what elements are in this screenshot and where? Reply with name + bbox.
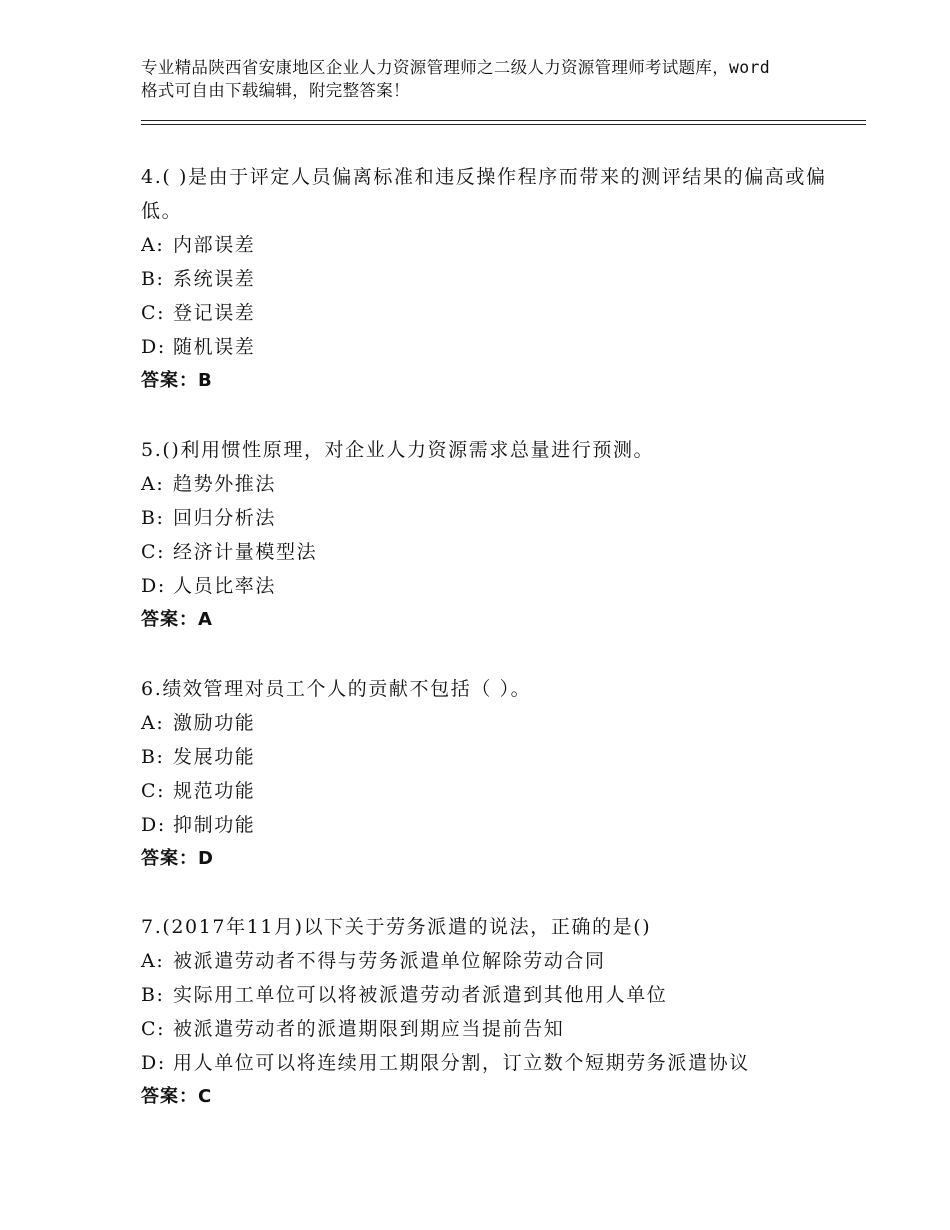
option-letter: D: bbox=[141, 814, 166, 836]
option-b bbox=[141, 978, 841, 1012]
option-text: 登记误差 bbox=[173, 302, 256, 324]
option-letter: A: bbox=[141, 712, 165, 734]
answer-label: 答案：A bbox=[141, 609, 213, 630]
question-4 bbox=[141, 160, 841, 398]
option-letter: D: bbox=[141, 336, 166, 358]
option-text: 发展功能 bbox=[173, 746, 256, 768]
option-letter: C: bbox=[141, 1018, 166, 1040]
option-letter: B: bbox=[141, 746, 165, 768]
option-text: 被派遣劳动者的派遣期限到期应当提前告知 bbox=[173, 1018, 565, 1040]
option-text: 规范功能 bbox=[173, 780, 256, 802]
option-d bbox=[141, 569, 841, 603]
question-6 bbox=[141, 672, 841, 876]
option-letter: D: bbox=[141, 1052, 166, 1074]
option-text: 实际用工单位可以将被派遣劳动者派遣到其他用人单位 bbox=[173, 984, 668, 1006]
option-text: 激励功能 bbox=[173, 712, 256, 734]
option-letter: D: bbox=[141, 575, 166, 597]
option-letter: B: bbox=[141, 984, 165, 1006]
option-text: 内部误差 bbox=[173, 234, 256, 256]
option-d bbox=[141, 808, 841, 842]
option-c bbox=[141, 1012, 841, 1046]
option-a bbox=[141, 706, 841, 740]
header-divider-bottom bbox=[141, 124, 866, 125]
option-text: 系统误差 bbox=[173, 268, 256, 290]
answer-label: 答案：B bbox=[141, 370, 213, 391]
option-text: 被派遣劳动者不得与劳务派遣单位解除劳动合同 bbox=[173, 950, 606, 972]
document-header bbox=[141, 56, 781, 102]
option-letter: B: bbox=[141, 268, 165, 290]
header-title: 专业精品陕西省安康地区企业人力资源管理师之二级人力资源管理师考试题库，word格式可自由下载编辑，附完整答案！ bbox=[141, 58, 770, 100]
option-letter: C: bbox=[141, 541, 166, 563]
option-text: 回归分析法 bbox=[173, 507, 277, 529]
option-letter: A: bbox=[141, 950, 165, 972]
option-b bbox=[141, 501, 841, 535]
option-letter: C: bbox=[141, 302, 166, 324]
option-d bbox=[141, 1046, 841, 1080]
option-a bbox=[141, 944, 841, 978]
option-text: 用人单位可以将连续用工期限分割，订立数个短期劳务派遣协议 bbox=[173, 1052, 750, 1074]
option-a bbox=[141, 228, 841, 262]
header-divider-top bbox=[141, 120, 866, 121]
answer-label: 答案：C bbox=[141, 1086, 213, 1107]
option-letter: A: bbox=[141, 234, 165, 256]
option-b bbox=[141, 262, 841, 296]
option-d bbox=[141, 330, 841, 364]
option-b bbox=[141, 740, 841, 774]
question-7 bbox=[141, 910, 841, 1114]
question-text: 7.(2017年11月)以下关于劳务派遣的说法，正确的是() bbox=[141, 916, 652, 938]
question-text: 6.绩效管理对员工个人的贡献不包括（ ）。 bbox=[141, 678, 532, 700]
option-c bbox=[141, 296, 841, 330]
option-text: 随机误差 bbox=[173, 336, 256, 358]
option-text: 抑制功能 bbox=[173, 814, 256, 836]
option-c bbox=[141, 774, 841, 808]
option-letter: B: bbox=[141, 507, 165, 529]
option-text: 趋势外推法 bbox=[173, 473, 277, 495]
question-text: 4.( )是由于评定人员偏离标准和违反操作程序而带来的测评结果的偏高或偏低。 bbox=[141, 166, 827, 222]
option-text: 经济计量模型法 bbox=[173, 541, 318, 563]
answer-label: 答案：D bbox=[141, 848, 214, 869]
option-a bbox=[141, 467, 841, 501]
option-c bbox=[141, 535, 841, 569]
option-letter: A: bbox=[141, 473, 165, 495]
question-5 bbox=[141, 433, 841, 637]
option-letter: C: bbox=[141, 780, 166, 802]
option-text: 人员比率法 bbox=[173, 575, 277, 597]
question-text: 5.()利用惯性原理，对企业人力资源需求总量进行预测。 bbox=[141, 439, 655, 461]
